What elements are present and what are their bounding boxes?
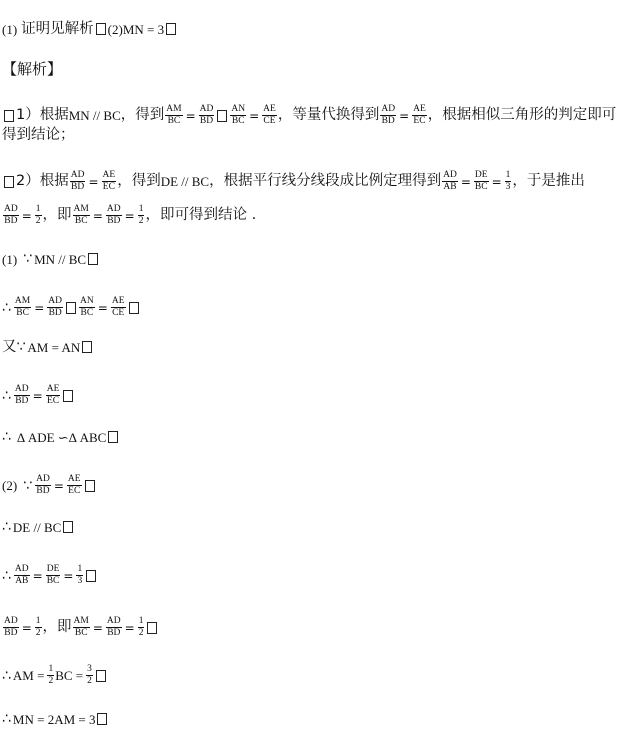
analysis-part1-line1: 1）根据 MN // BC ，得到 $\frac{AM}{BC}$ = $\frac{AD}{BD}$ $\frac{AN}{BC}$ = $\frac{AE}{CE}$ ，等量代换得到 $\frac{AD}{BD}$ = $\frac{AE}{EC}$ ，根据相似三角形的判定即可 [2, 104, 616, 127]
analysis-text: ，根据平行线分线段成比例定理得到 [209, 173, 442, 190]
proof-line-8: ∴ $\frac{AD}{AB}$ = $\frac{DE}{BC}$ = $\frac{1}{3}$ [2, 564, 98, 587]
analysis-text: 1）根据 [16, 107, 69, 124]
analysis-heading: 【解析】 [2, 60, 63, 78]
fraction: $\frac{1}{2}$ [35, 204, 41, 226]
analysis-math: MN // BC [68, 108, 121, 123]
fraction: $\frac{1}{3}$ [505, 170, 511, 192]
analysis-text: ，即可得到结论 . [145, 207, 257, 224]
because-symbol: ∵ [16, 339, 26, 356]
analysis-math: DE // BC [160, 174, 210, 189]
missing-glyph-box [96, 23, 106, 35]
fraction: $\frac{AE}{EC}$ [413, 104, 426, 126]
missing-glyph-box [86, 570, 96, 582]
analysis-part1-line2: 得到结论； [2, 127, 75, 143]
analysis-text: ，得到 [117, 173, 161, 190]
fraction: $\frac{AD}{BD}$ [4, 204, 18, 226]
missing-glyph-box [108, 431, 118, 443]
fraction: $\frac{AD}{BD}$ [199, 104, 214, 126]
therefore-symbol: ∴ [2, 519, 11, 535]
fraction: $\frac{DE}{BC}$ [474, 170, 488, 192]
missing-glyph-box [85, 480, 95, 492]
proof-line-7: ∴ DE // BC [2, 520, 75, 534]
proof-line-11: ∴ MN = 2AM = 3 [2, 712, 109, 726]
missing-glyph-box [4, 176, 14, 188]
proof-line-3: 又 ∵ AM = AN [2, 340, 94, 355]
fraction: $\frac{1}{2}$ [138, 204, 144, 226]
missing-glyph-box [129, 302, 139, 314]
because-symbol: ∵ [23, 477, 33, 494]
therefore-symbol: ∴ [2, 567, 11, 584]
proof-line-4: ∴ $\frac{AD}{BD}$ = $\frac{AE}{EC}$ [2, 384, 75, 407]
missing-glyph-box [88, 253, 98, 265]
therefore-symbol: ∴ [2, 299, 11, 316]
proof-line-2: ∴ $\frac{AM}{BC}$ = $\frac{AD}{BD}$ $\frac{AN}{BC}$ = $\frac{AE}{CE}$ [2, 296, 141, 319]
because-symbol: ∵ [23, 251, 33, 267]
analysis-text: ，即 [42, 207, 72, 224]
analysis-text: 2）根据 [16, 173, 69, 190]
fraction: $\frac{AD}{AB}$ [443, 170, 457, 192]
therefore-symbol: ∴ [2, 667, 11, 684]
therefore-symbol: ∴ [2, 387, 11, 404]
answer-part2-text: (2)MN = 3 [107, 21, 165, 37]
missing-glyph-box [82, 341, 92, 353]
fraction: $\frac{AD}{BD}$ [106, 204, 121, 226]
answer-line [2, 22, 178, 37]
fraction: $\frac{AM}{BC}$ [73, 204, 89, 226]
proof-line-1: (1) ∵ MN // BC [2, 252, 100, 266]
fraction: $\frac{AE}{CE}$ [263, 104, 276, 126]
fraction: $\frac{AE}{EC}$ [102, 170, 116, 192]
answer-part1-label: (1) [2, 21, 18, 37]
proof-line-10: ∴ AM = $\frac{1}{2}$ BC = $\frac{3}{2}$ [2, 664, 108, 687]
missing-glyph-box [63, 521, 73, 533]
fraction: $\frac{AD}{BD}$ [381, 104, 396, 126]
missing-glyph-box [66, 302, 76, 314]
missing-glyph-box [147, 622, 157, 634]
therefore-symbol: ∴ [2, 429, 11, 445]
missing-glyph-box [63, 390, 73, 402]
proof-line-5: ∴ Δ ADE ∽Δ ABC [2, 430, 120, 444]
missing-glyph-box [217, 110, 227, 122]
analysis-part2-line1: 2）根据 $\frac{AD}{BD}$ = $\frac{AE}{EC}$ ，得到 DE // BC ，根据平行线分线段成比例定理得到 $\frac{AD}{AB}$ = $\frac{DE}{BC}$ = $\frac{1}{3}$ ，于是推出 [2, 170, 585, 193]
fraction: $\frac{AN}{BC}$ [231, 104, 246, 126]
analysis-text: ，于是推出 [512, 173, 585, 190]
missing-glyph-box [96, 670, 106, 682]
therefore-symbol: ∴ [2, 711, 11, 727]
analysis-text: ，等量代换得到 [277, 107, 380, 124]
fraction: $\frac{AD}{BD}$ [70, 170, 85, 192]
analysis-text: ，根据相似三角形的判定即可 [427, 107, 617, 124]
fraction: $\frac{AM}{BC}$ [166, 104, 182, 126]
proof-line-6: (2) ∵ $\frac{AD}{BD}$ = $\frac{AE}{EC}$ [2, 474, 97, 497]
missing-glyph-box [97, 713, 107, 725]
analysis-text: ，得到 [120, 107, 165, 124]
answer-part1-text: 证明见解析 [21, 21, 94, 37]
missing-glyph-box [4, 110, 14, 122]
proof-line-9: $\frac{AD}{BD}$ = $\frac{1}{2}$ ，即 $\frac{AM}{BC}$ = $\frac{AD}{BD}$ = $\frac{1}{2}$ [2, 616, 159, 639]
missing-glyph-box [166, 23, 176, 35]
analysis-part2-line2: $\frac{AD}{BD}$ = $\frac{1}{2}$ ，即 $\frac{AM}{BC}$ = $\frac{AD}{BD}$ = $\frac{1}{2}$ ，即可得到结论 . [4, 204, 257, 226]
